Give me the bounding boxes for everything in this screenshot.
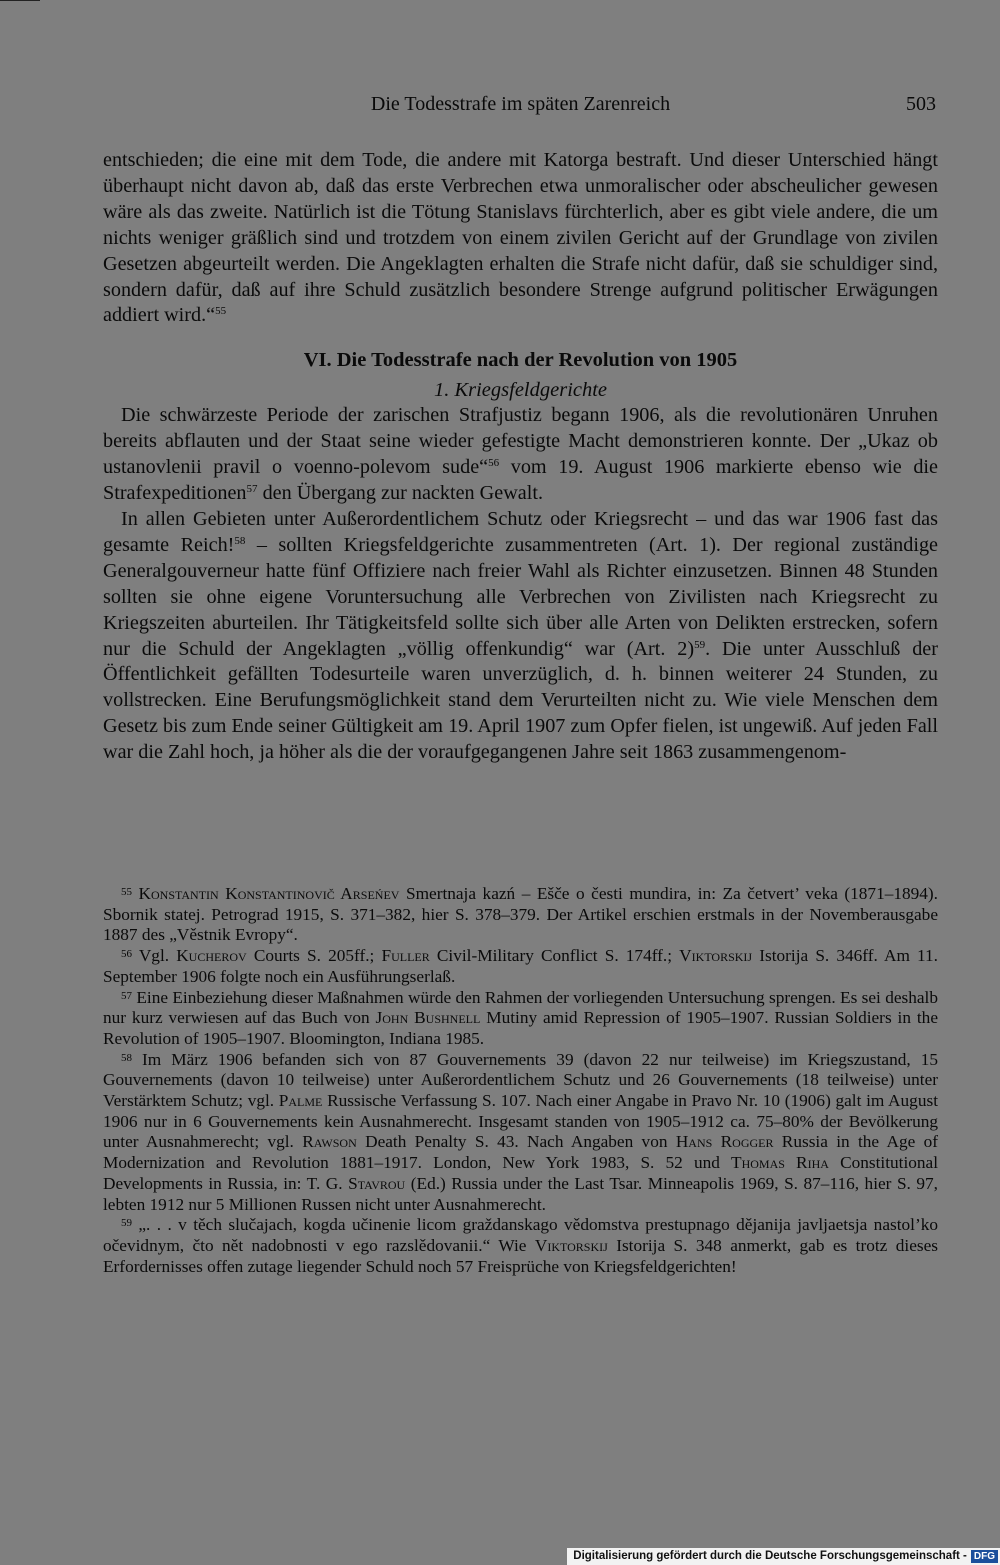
author-name: Viktorskij — [534, 1235, 608, 1255]
author-name: Fuller — [381, 946, 430, 966]
footnote-55 — [103, 884, 938, 946]
footnote-56 — [103, 946, 938, 987]
footnote-ref: 58 — [234, 534, 246, 547]
footnote-ref: 56 — [488, 457, 500, 470]
page-number: 503 — [906, 93, 936, 115]
footnote-text: Im März 1906 befanden sich von 87 Gouvernements 39 (davon 22 nur teilweise) im Kriegszustand, 15 Gouvernements (davon 10 teilweise) unter Außerordentlichem Schutz und 26 Gouvernements (18 teilweise) unter Verstärktem Schutz; vgl. — [103, 1049, 939, 1111]
footnote-text: „. . . v těch slučajach, kogda učinenie licom graždanskago vědomstva prestupnago dějanija javljaetsja nastol’ko očevidnym, čto nět nadobnosti v ego razslědovanii.“ Wie — [103, 1215, 938, 1255]
footnote-text: Istorija S. 348 anmerkt, gab es trotz dieses Erfordernisses offen zutage liegender Schuld noch 57 Freisprüche von Kriegsfeldgerichten! — [103, 1235, 938, 1276]
author-name: Rawson — [302, 1132, 357, 1152]
footnote-57 — [103, 988, 938, 1050]
subsection-heading: 1. Kriegsfeldgerichte — [433, 379, 608, 402]
author-name: Viktorskij — [679, 946, 753, 966]
paragraph-text: In allen Gebieten unter Außerordentlichem Schutz oder Kriegsrecht – und das war 1906 fast das gesamte Reich! — [103, 507, 938, 556]
author-name: Konstantin Konstantinovič Arseńev — [138, 884, 400, 903]
paragraph-text: Die schwärzeste Periode der zarischen Strafjustiz begann 1906, als die revolutionären Unruhen bereits abflauten und der Staat seine wieder gefestigte Macht demonstrieren konnte. Der „Ukaz ob ustanovlenii pravil o voenno-polevom sude“ — [103, 404, 938, 479]
footnote-text: Constitutional Developments in Russia, in: T. G. — [103, 1153, 938, 1193]
footnote-58 — [103, 1050, 938, 1216]
footnote-59 — [103, 1215, 938, 1277]
paragraph-text: den Übergang zur nackten Gewalt. — [257, 482, 544, 505]
paragraph-text: vom 19. August 1906 markierte ebenso wie die Strafexpeditionen — [103, 456, 938, 505]
paragraph-text: . Die unter Ausschluß der Öffentlichkeit gefällten Todesurteile waren unverzüglich, d. h. binnen weiterer 24 Stunden, zu vollstrecken. Eine Berufungsmöglichkeit stand dem Verurteilten nicht zu. Wie viele Menschen dem Gesetz bis zum Ende seiner Gültigkeit am 19. April 1907 zum Opfer fielen, ist ungewiß. Auf jeden Fall war die Zahl hoch, ja höher als die der voraufgegangenen Jahre seit 1863 zusammengenom- — [103, 637, 938, 764]
footnote-number: 57 — [121, 989, 132, 1002]
paragraph-continued — [103, 148, 938, 329]
section-heading: VI. Die Todesstrafe nach der Revolution von 1905 — [303, 349, 738, 372]
footnote-ref: 57 — [246, 483, 258, 496]
footnote-number: 59 — [121, 1217, 132, 1230]
dfg-footer — [567, 1548, 1000, 1565]
footnotes — [103, 884, 938, 1277]
footnote-text: Eine Einbeziehung dieser Maßnahmen würde den Rahmen der vorliegenden Untersuchung sprengen. Es sei deshalb nur kurz verwiesen auf das Buch von — [103, 987, 938, 1028]
author-name: Stavrou — [348, 1173, 406, 1193]
footnote-text: Mutiny amid Repression of 1905–1907. Russian Soldiers in the Revolution of 1905–1907. Bloomington, Indiana 1985. — [103, 1008, 938, 1048]
paragraph — [103, 507, 938, 766]
footnote-ref: 55 — [215, 305, 227, 318]
author-name: Kucherov — [176, 946, 247, 966]
footer-text: Digitalisierung gefördert durch die Deutsche Forschungsgemeinschaft - — [573, 1550, 967, 1562]
scan-corner-mark — [0, 0, 40, 1]
paragraph-text: entschieden; die eine mit dem Tode, die andere mit Katorga bestraft. Und dieser Unterschied hängt überhaupt nicht davon ab, daß das erste Verbrechen etwa unmoralischer oder abscheulicher gewesen wäre als das zweite. Natürlich ist die Tötung Stanislavs fürchterlich, aber es gibt viele andere, die um nichts weniger gräßlich sind und trotzdem von einem zivilen Gericht auf der Grundlage von zivilen Gesetzen abgeurteilt werden. Die Angeklagten erhalten die Strafe nicht dafür, daß sie schuldiger sind, sondern dafür, daß auf ihre Schuld zusätzlich besondere Strenge aufgrund politischer Erwägungen addiert wird.“ — [103, 149, 938, 327]
footnote-number: 56 — [121, 948, 132, 961]
footnote-number: 58 — [121, 1051, 132, 1064]
footnote-number: 55 — [121, 886, 132, 898]
running-title: Die Todesstrafe im späten Zarenreich — [370, 93, 671, 115]
author-name: John Bushnell — [375, 1008, 481, 1028]
dfg-logo: DFG — [971, 1550, 998, 1563]
author-name: Thomas Riha — [731, 1153, 829, 1173]
main-text — [103, 148, 938, 766]
paragraph-text: – sollten Kriegsfeldgerichte zusammentreten (Art. 1). Der regional zuständige Generalgouverneur hatte fünf Offiziere nach freier Wahl als Richter einzusetzen. Binnen 48 Stunden sollten sie ohne eigene Voruntersuchung alle Verbrechen von Zivilisten nach Kriegsrecht zu Kriegszeiten aburteilen. Ihr Tätigkeitsfeld sollte sich über alle Arten von Delikten erstrecken, sofern nur die Schuld der Angeklagten „völlig offenkundig“ war (Art. 2) — [103, 533, 938, 660]
footnote-text: Vgl. — [138, 946, 177, 966]
footnote-text: Russische Verfassung S. 107. Nach einer Angabe in Pravo Nr. 10 (1906) galt im August 1906 nur in 6 Gouvernements kein Ausnahmerecht. Insgesamt standen von 1905–1912 ca. 75–80% der Bevölkerung unter Ausnahmerecht; vgl. — [103, 1091, 938, 1152]
footnote-text: Istorija S. 346ff. Am 11. September 1906 folgte noch ein Ausführungserlaß. — [103, 946, 939, 986]
paragraph — [103, 403, 938, 507]
footnote-text: Smertnaja kazń – Ešče o česti mundira, in: Za četvert’ veka (1871–1894). Sbornik statej. Petrograd 1915, S. 371–382, hier S. 378–379. Der Artikel erschien erstmals in der Novemberausgabe 1887 des „Věstnik Evropy“. — [103, 884, 938, 945]
footnote-text: (Ed.) Russia under the Last Tsar. Minneapolis 1969, S. 87–116, hier S. 97, lebten 1912 nur 5 Millionen Russen nicht unter Ausnahmerecht. — [103, 1173, 939, 1214]
author-name: Palme — [278, 1091, 323, 1111]
footnote-text: Courts S. 205ff.; — [246, 946, 382, 966]
page-header — [103, 93, 938, 123]
footnote-text: Russia in the Age of Modernization and Revolution 1881–1917. London, New York 1983, S. 52 und — [103, 1132, 938, 1173]
footnote-text: Death Penalty S. 43. Nach Angaben von — [356, 1132, 676, 1152]
footnote-ref: 59 — [694, 638, 706, 651]
footnote-text: Civil-Military Conflict S. 174ff.; — [429, 946, 680, 966]
author-name: Hans Rogger — [675, 1132, 774, 1152]
